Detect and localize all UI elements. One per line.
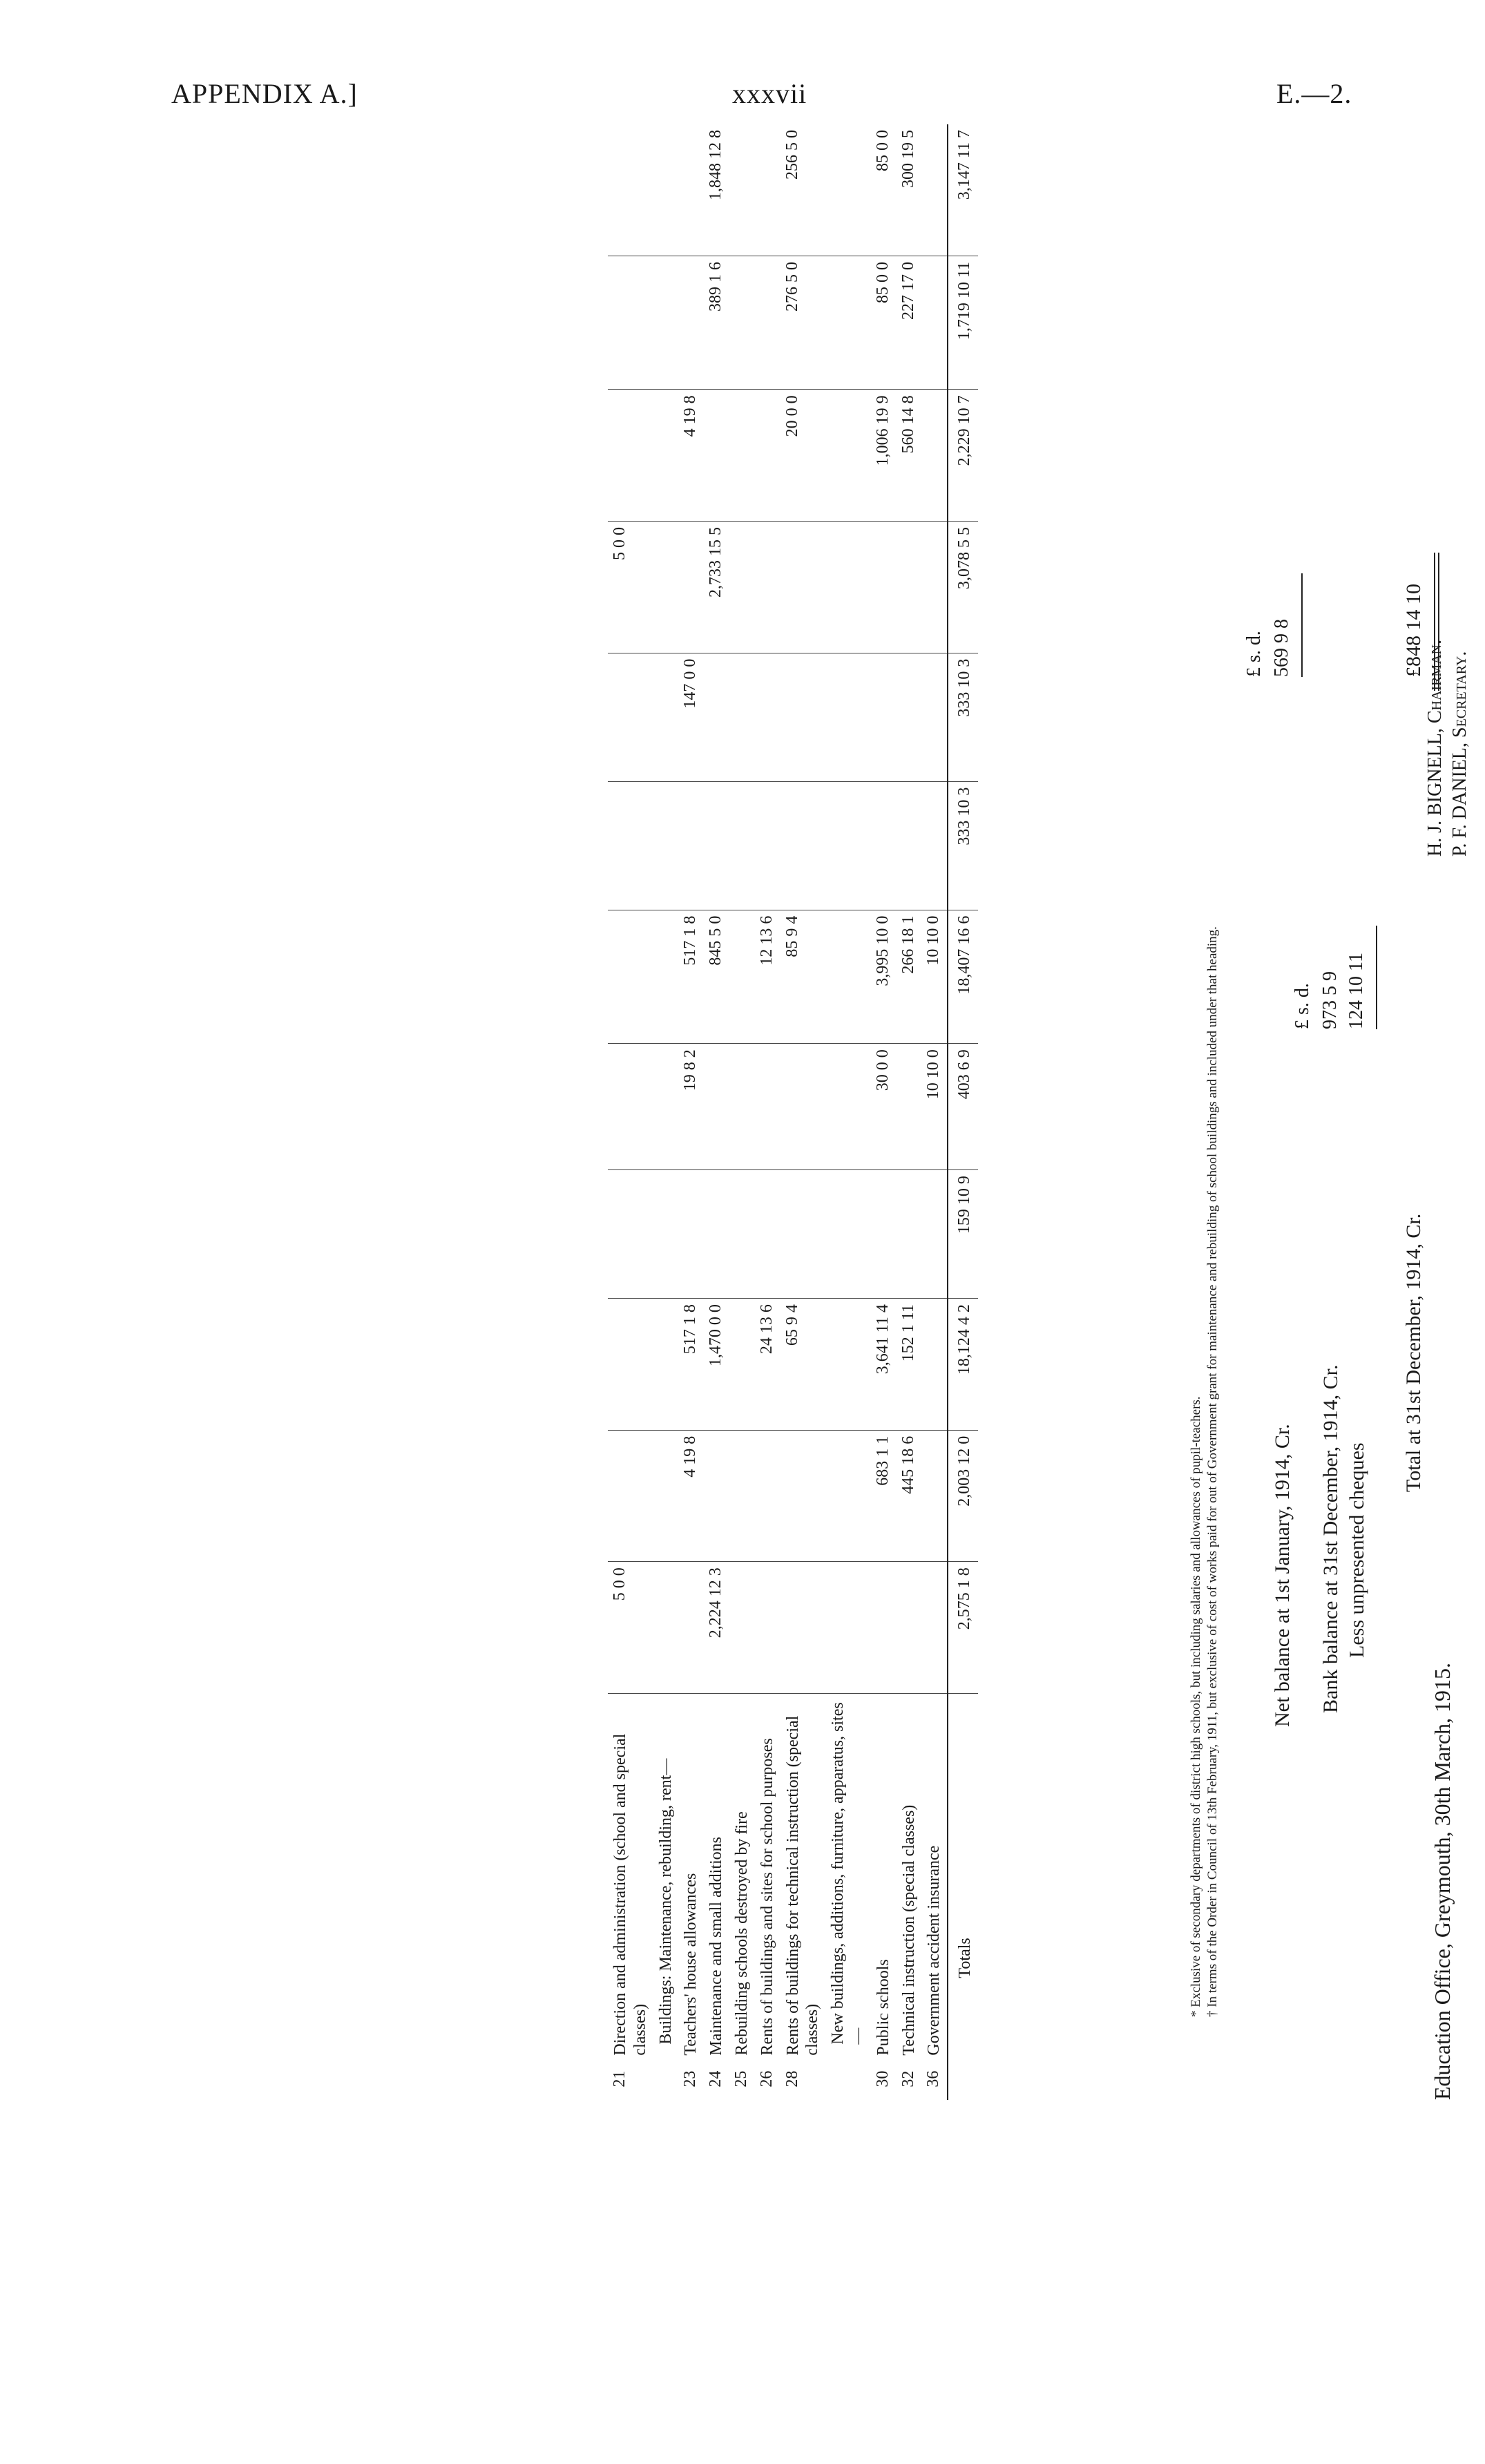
row-amount: [825, 522, 871, 653]
row-amount: 445 18 6: [897, 1430, 922, 1562]
table-row: [897, 124, 922, 2100]
row-amount: [729, 1430, 755, 1562]
totals-amount: 2,575 1 8: [948, 1562, 978, 1694]
row-amount: [780, 522, 826, 653]
accounts-table-wrap: [608, 124, 978, 2100]
table-row: [871, 124, 897, 2100]
row-description: Public schools: [871, 1693, 897, 2061]
row-amount: 3,641 11 4: [871, 1299, 897, 1431]
row-amount: [825, 124, 871, 256]
chairman-signature: H. J. BIGNELL, Chairman.: [1424, 639, 1446, 857]
totals-amount: 1,719 10 11: [948, 256, 978, 390]
row-amount: [921, 522, 948, 653]
totals-amount: 18,407 16 6: [948, 910, 978, 1044]
row-amount: [608, 1170, 653, 1299]
accounts-table: [608, 124, 978, 2100]
row-amount: [921, 1170, 948, 1299]
row-description: Buildings: Maintenance, rebuilding, rent—: [653, 1693, 679, 2061]
row-amount: [608, 910, 653, 1044]
totals-row: [948, 124, 978, 2100]
row-code: 24: [707, 2070, 725, 2088]
row-amount: [729, 390, 755, 522]
row-amount: [871, 653, 897, 781]
row-amount: 20 0 0: [780, 390, 826, 522]
row-amount: [825, 1044, 871, 1170]
row-amount: [825, 910, 871, 1044]
row-description: Technical instruction (special classes): [897, 1693, 922, 2061]
row-amount: [755, 124, 780, 256]
row-amount: [608, 256, 653, 390]
row-amount: 65 9 4: [780, 1299, 826, 1431]
row-amount: [921, 1430, 948, 1562]
row-amount: [921, 256, 948, 390]
row-code: [825, 2061, 871, 2100]
row-amount: [825, 1170, 871, 1299]
totals-amount: 333 10 3: [948, 653, 978, 781]
totals-amount: 3,078 5 5: [948, 522, 978, 653]
row-amount: [825, 1562, 871, 1694]
footnote-1: * Exclusive of secondary departments of district high schools, but including salaries and allowances of pupil-teachers.: [1189, 1396, 1203, 2017]
row-amount: [755, 1170, 780, 1299]
row-amount: [653, 124, 679, 256]
row-amount: [825, 256, 871, 390]
row-amount: [608, 124, 653, 256]
totals-amount: 333 10 3: [948, 781, 978, 910]
row-amount: 266 18 1: [897, 910, 922, 1044]
table-row: [755, 124, 780, 2100]
table-row: [825, 124, 871, 2100]
row-amount: [653, 653, 679, 781]
row-description: New buildings, additions, furniture, apparatus, sites—: [825, 1693, 871, 2061]
totals-amount: 2,229 10 7: [948, 390, 978, 522]
row-amount: [729, 1562, 755, 1694]
row-amount: [678, 781, 704, 910]
row-amount: [729, 781, 755, 910]
header-right: E.—2.: [1276, 78, 1352, 109]
row-amount: 2,733 15 5: [704, 522, 729, 653]
row-amount: [653, 781, 679, 910]
totals-label: Totals: [948, 1693, 978, 2061]
table-row: [608, 124, 653, 2100]
row-amount: 1,848 12 8: [707, 130, 725, 200]
row-amount: [704, 1430, 729, 1562]
header-left: APPENDIX A.]: [171, 78, 358, 109]
row-amount: [897, 522, 922, 653]
row-description: Teachers' house allowances: [678, 1693, 704, 2061]
subtotal-rule: [1376, 926, 1377, 1029]
row-amount: [653, 1170, 679, 1299]
row-amount: [653, 1044, 679, 1170]
row-amount: [704, 390, 729, 522]
row-amount: [729, 910, 755, 1044]
row-amount: [780, 1044, 826, 1170]
row-amount: 389 1 6: [704, 256, 729, 390]
row-amount: [871, 1562, 897, 1694]
row-amount: 1,470 0 0: [704, 1299, 729, 1431]
row-amount: 276 5 0: [780, 256, 826, 390]
row-amount: [678, 124, 704, 256]
row-amount: [825, 1430, 871, 1562]
row-code: 23: [681, 2070, 700, 2088]
table-row: [729, 124, 755, 2100]
row-amount: [678, 1170, 704, 1299]
net-value: 569 9 8: [1271, 619, 1292, 677]
totals-amount: 159 10 9: [948, 1170, 978, 1299]
row-amount: [678, 522, 704, 653]
row-amount: [825, 1299, 871, 1431]
lsd-head-1: £ s. d.: [1292, 983, 1313, 1029]
row-amount: [755, 1044, 780, 1170]
row-amount: 5 0 0: [608, 522, 653, 653]
row-amount: [755, 256, 780, 390]
row-amount: 10 10 0: [921, 1044, 948, 1170]
row-amount: [729, 1299, 755, 1431]
row-amount: [921, 653, 948, 781]
row-amount: [608, 653, 653, 781]
row-amount: 2,224 12 3: [704, 1562, 729, 1694]
table-row: [921, 124, 948, 2100]
row-amount: [871, 1170, 897, 1299]
footnotes: [1188, 359, 1221, 2017]
row-amount: [825, 653, 871, 781]
row-amount: [825, 781, 871, 910]
row-amount: [755, 781, 780, 910]
row-description: Direction and administration (school and special classes): [608, 1693, 653, 2061]
row-amount: [755, 653, 780, 781]
row-description: Rents of buildings and sites for school purposes: [755, 1693, 780, 2061]
secretary-signature: P. F. DANIEL, Secretary.: [1449, 651, 1471, 857]
row-amount: 845 5 0: [704, 910, 729, 1044]
row-amount: 85 9 4: [780, 910, 826, 1044]
row-amount: [653, 1299, 679, 1431]
rotated-page-body: [608, 124, 1485, 2100]
page-number: xxxvii: [732, 78, 807, 109]
row-amount: 147 0 0: [678, 653, 704, 781]
totals-amount: 3,147 11 7: [948, 124, 978, 256]
row-amount: [921, 124, 948, 256]
row-amount: [608, 1430, 653, 1562]
net-balance-label: Net balance at 1st January, 1914, Cr.: [1271, 1424, 1294, 1727]
row-amount: [653, 522, 679, 653]
total-label: Total at 31st December, 1914, Cr.: [1402, 1213, 1425, 1492]
row-amount: [897, 781, 922, 910]
footnote-2: † In terms of the Order in Council of 13th February, 1911, but exclusive of cost of works paid for out of Government grant for maintenance and rebuilding of school buildings and included under that heading.: [1205, 926, 1220, 2017]
row-amount: [921, 390, 948, 522]
row-amount: 300 19 5: [899, 130, 917, 188]
row-amount: [780, 653, 826, 781]
row-amount: 560 14 8: [897, 390, 922, 522]
row-description: Rents of buildings for technical instruction (special classes): [780, 1693, 826, 2061]
table-row: [780, 124, 826, 2100]
table-row: [704, 124, 729, 2100]
row-code: 25: [731, 2070, 750, 2088]
row-amount: 10 10 0: [921, 910, 948, 1044]
row-amount: [755, 390, 780, 522]
bank-balance-label: Bank balance at 31st December, 1914, Cr.: [1319, 1364, 1342, 1713]
row-amount: 19 8 2: [678, 1044, 704, 1170]
row-amount: [704, 1044, 729, 1170]
row-amount: [653, 256, 679, 390]
net-rule: [1301, 573, 1303, 677]
row-amount: [608, 1299, 653, 1431]
total-value: £848 14 10: [1402, 584, 1425, 677]
row-amount: 152 1 11: [897, 1299, 922, 1431]
row-amount: [729, 1044, 755, 1170]
row-code: 36: [924, 2070, 943, 2088]
row-amount: [608, 781, 653, 910]
less-value: 124 10 11: [1345, 953, 1367, 1029]
row-amount: 30 0 0: [871, 1044, 897, 1170]
row-amount: [704, 1170, 729, 1299]
office-dateline: Education Office, Greymouth, 30th March, 1915.: [1430, 1662, 1455, 2100]
row-amount: [871, 522, 897, 653]
row-amount: [653, 390, 679, 522]
row-amount: 12 13 6: [755, 910, 780, 1044]
totals-amount: 2,003 12 0: [948, 1430, 978, 1562]
row-amount: [755, 1430, 780, 1562]
row-amount: 227 17 0: [897, 256, 922, 390]
row-amount: [871, 781, 897, 910]
row-amount: 3,995 10 0: [871, 910, 897, 1044]
row-amount: [755, 1562, 780, 1694]
row-amount: [608, 1044, 653, 1170]
row-amount: [897, 1562, 922, 1694]
signatures: [1423, 640, 1473, 857]
row-amount: [921, 1299, 948, 1431]
row-description: Government accident insurance: [921, 1693, 948, 2061]
row-amount: 1,006 19 9: [871, 390, 897, 522]
row-amount: [729, 653, 755, 781]
row-code: 26: [757, 2070, 776, 2088]
row-amount: [608, 390, 653, 522]
row-amount: [897, 1044, 922, 1170]
row-code: 30: [873, 2070, 892, 2088]
row-amount: [653, 910, 679, 1044]
row-code: 21: [611, 2070, 629, 2088]
totals-code: [948, 2061, 978, 2100]
row-amount: [780, 781, 826, 910]
row-amount: 683 1 1: [871, 1430, 897, 1562]
row-amount: 517 1 8: [678, 1299, 704, 1431]
row-amount: 4 19 8: [678, 390, 704, 522]
table-row: [678, 124, 704, 2100]
row-code: 32: [899, 2070, 917, 2088]
row-amount: 5 0 0: [608, 1562, 653, 1694]
row-amount: [780, 1170, 826, 1299]
row-amount: [897, 653, 922, 781]
row-amount: [729, 124, 755, 256]
row-amount: 4 19 8: [678, 1430, 704, 1562]
row-amount: 517 1 8: [678, 910, 704, 1044]
row-amount: 85 0 0: [873, 130, 892, 171]
row-amount: [704, 653, 729, 781]
row-code: 28: [783, 2070, 801, 2088]
row-code: [653, 2061, 679, 2100]
totals-amount: 403 6 9: [948, 1044, 978, 1170]
row-amount: [897, 1170, 922, 1299]
row-amount: [780, 1430, 826, 1562]
less-cheques-label: Less unpresented cheques: [1345, 1442, 1368, 1658]
row-amount: [921, 781, 948, 910]
row-amount: [729, 256, 755, 390]
row-amount: [678, 1562, 704, 1694]
row-description: Maintenance and small additions: [704, 1693, 729, 2061]
row-amount: [653, 1562, 679, 1694]
row-description: Rebuilding schools destroyed by fire: [729, 1693, 755, 2061]
table-row: [653, 124, 679, 2100]
row-amount: [921, 1562, 948, 1694]
row-amount: [653, 1430, 679, 1562]
row-amount: 85 0 0: [871, 256, 897, 390]
row-amount: [678, 256, 704, 390]
row-amount: 256 5 0: [783, 130, 801, 180]
row-amount: [780, 1562, 826, 1694]
row-amount: [729, 1170, 755, 1299]
totals-amount: 18,124 4 2: [948, 1299, 978, 1431]
row-amount: [825, 390, 871, 522]
row-amount: [704, 781, 729, 910]
lsd-head-2: £ s. d.: [1243, 631, 1265, 677]
row-amount: 24 13 6: [755, 1299, 780, 1431]
bank-value: 973 5 9: [1319, 971, 1341, 1029]
row-amount: [755, 522, 780, 653]
row-amount: [729, 522, 755, 653]
